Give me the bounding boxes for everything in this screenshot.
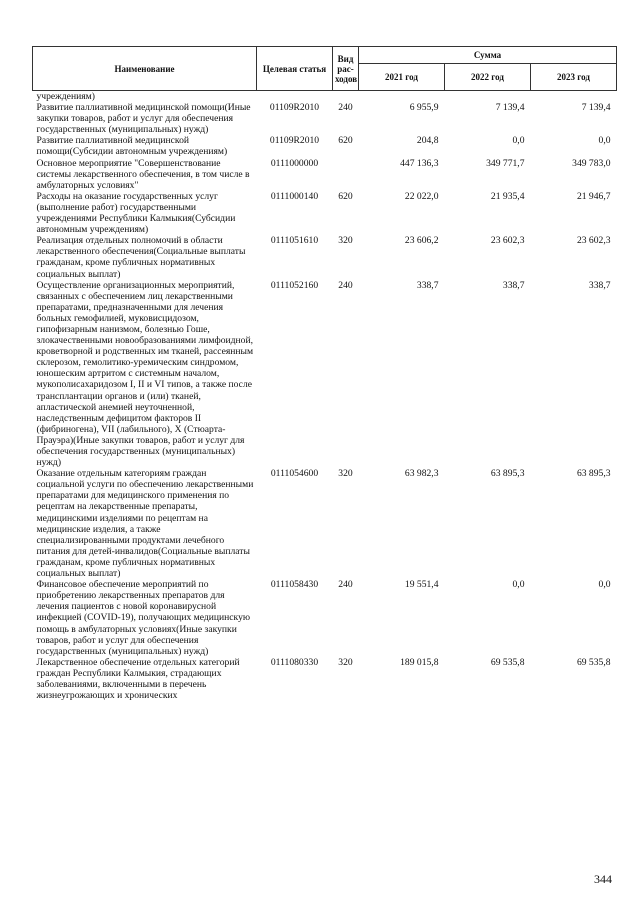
row-name: Лекарственное обеспечение отдельных категорий граждан Республики Калмыкия, страдающих заболеваниями, включенными в перечень жизнеугрожающих и хронических (36, 656, 240, 702)
row-value-2023: 23 602,3 (576, 235, 611, 247)
row-value-2023: 0,0 (598, 135, 611, 147)
row-vid: 620 (338, 135, 353, 147)
row-code: 0111000140 (270, 190, 319, 202)
row-name: Осуществление организационных мероприятий, связанных с обеспечением лиц лекарственными препаратами, предназначенными для лечения больных гемофилией, муковисцидозом, гипофизарным нанизмом, болезнью Гоше, злокачественными новообразованиями лимфоидной, кроветворной и родственных им тканей, рассеянным склерозом, гемолитико-уремическим синдромом, юношеским артритом с системным началом, мукополисахаридозом I, II и VI типов, а также после трансплантации органов и (или) тканей, апластической анемией неуточненной, наследственным дефицитом факторов II (фибриногена), VII (лабильного), X (Стюарта-Прауэра)(Иные закупки товаров, работ и услуг для обеспечения государственных (муниципальных) нужд) (36, 279, 254, 469)
row-vid: 240 (338, 579, 353, 591)
table-row (33, 135, 617, 157)
row-value-2021: 19 551,4 (404, 579, 439, 591)
row-value-2022: 23 602,3 (490, 235, 525, 247)
row-value-2021: 204,8 (416, 135, 439, 147)
row-code: 0111058430 (270, 579, 319, 591)
row-value-2022: 21 935,4 (490, 190, 525, 202)
row-code: 0111000000 (270, 157, 319, 169)
row-value-2023 (531, 91, 617, 103)
table-body (33, 91, 617, 702)
row-value-2022: 338,7 (502, 279, 525, 291)
row-code: 01109R2010 (269, 135, 320, 147)
header-vid: Вид рас-ходов (333, 47, 359, 91)
row-code: 01109R2010 (269, 102, 320, 114)
row-value-2021: 447 136,3 (400, 157, 439, 169)
row-name: Развитие паллиативной медицинской помощи(Иные закупки товаров, работ и услуг для обеспечения государственных (муниципальных) нужд) (36, 102, 251, 136)
row-name: Расходы на оказание государственных услуг (выполнение работ) государственными учреждениями Республики Калмыкия(Субсидии автономным учреждениям) (36, 190, 236, 236)
row-value-2022: 69 535,8 (490, 656, 525, 668)
row-value-2021: 189 015,8 (400, 656, 439, 668)
table-row (33, 158, 617, 191)
row-value-2022: 349 771,7 (486, 157, 525, 169)
table-row (33, 579, 617, 657)
budget-table-sheet (32, 46, 616, 701)
header-code: Целевая статья (257, 47, 333, 91)
table-row (33, 657, 617, 701)
row-name: Реализация отдельных полномочий в области лекарственного обеспечения(Социальные выплаты гражданам, кроме публичных нормативных социальных выплат) (36, 235, 246, 280)
row-code: 0111080330 (270, 656, 319, 668)
table-row (33, 235, 617, 279)
row-vid: 240 (338, 279, 353, 291)
row-value-2021: 23 606,2 (404, 235, 439, 247)
row-vid: 320 (338, 235, 353, 247)
row-vid: 320 (338, 656, 353, 668)
header-name: Наименование (33, 47, 257, 91)
row-value-2021: 6 955,9 (409, 102, 439, 114)
row-value-2022 (445, 91, 531, 103)
row-code (257, 91, 333, 103)
row-name: Оказание отдельным категориям граждан социальной услуги по обеспечению лекарственными препаратами для медицинского применения по рецептам на лекарственные препараты, медицинскими изделиями по рецептам на медицинские изделия, а также специализированными продуктами лечебного питания для детей-инвалидов(Социальные выплаты гражданам, кроме публичных нормативных социальных выплат) (36, 468, 254, 580)
page-number: 344 (594, 872, 612, 886)
row-vid: 620 (338, 190, 353, 202)
row-value-2021 (359, 91, 445, 103)
row-value-2023: 21 946,7 (576, 190, 611, 202)
row-value-2022: 7 139,4 (495, 102, 525, 114)
row-value-2023: 63 895,3 (576, 468, 611, 480)
row-name: Развитие паллиативной медицинской помощи(Субсидии автономным учреждениям) (36, 135, 228, 158)
row-name: Основное мероприятие "Совершенствование системы лекарственного обеспечения, в том числе в амбулаторных условиях" (36, 157, 250, 191)
row-value-2022: 0,0 (512, 135, 525, 147)
table-row (33, 102, 617, 135)
row-name: учреждениям) (36, 91, 95, 102)
row-vid (333, 91, 359, 103)
row-value-2023: 0,0 (598, 579, 611, 591)
row-code: 0111051610 (270, 235, 319, 247)
table-row (33, 468, 617, 579)
row-vid: 240 (338, 102, 353, 114)
table-row (33, 91, 617, 103)
header-year-2021: 2021 год (359, 64, 445, 91)
row-name: Финансовое обеспечение мероприятий по приобретению лекарственных препаратов для лечения пациентов с новой коронавирусной инфекцией (COVID-19), получающих медицинскую помощь в амбулаторных условиях(Иные закупки товаров, работ и услуг для обеспечения государственных (муниципальных) нужд) (36, 579, 251, 657)
table-row (33, 191, 617, 235)
row-value-2021: 22 022,0 (404, 190, 439, 202)
row-value-2022: 0,0 (512, 579, 525, 591)
budget-table (32, 46, 617, 701)
header-year-2023: 2023 год (531, 64, 617, 91)
row-value-2023: 349 783,0 (572, 157, 611, 169)
row-value-2023: 69 535,8 (576, 656, 611, 668)
row-value-2022: 63 895,3 (490, 468, 525, 480)
row-vid (333, 158, 359, 191)
row-value-2023: 7 139,4 (581, 102, 611, 114)
table-row (33, 280, 617, 469)
row-value-2023: 338,7 (588, 279, 611, 291)
row-code: 0111052160 (270, 279, 319, 291)
header-sum: Сумма (359, 47, 617, 64)
header-year-2022: 2022 год (445, 64, 531, 91)
row-value-2021: 63 982,3 (404, 468, 439, 480)
row-code: 0111054600 (270, 468, 319, 480)
row-vid: 320 (338, 468, 353, 480)
row-value-2021: 338,7 (416, 279, 439, 291)
table-header (33, 47, 617, 91)
